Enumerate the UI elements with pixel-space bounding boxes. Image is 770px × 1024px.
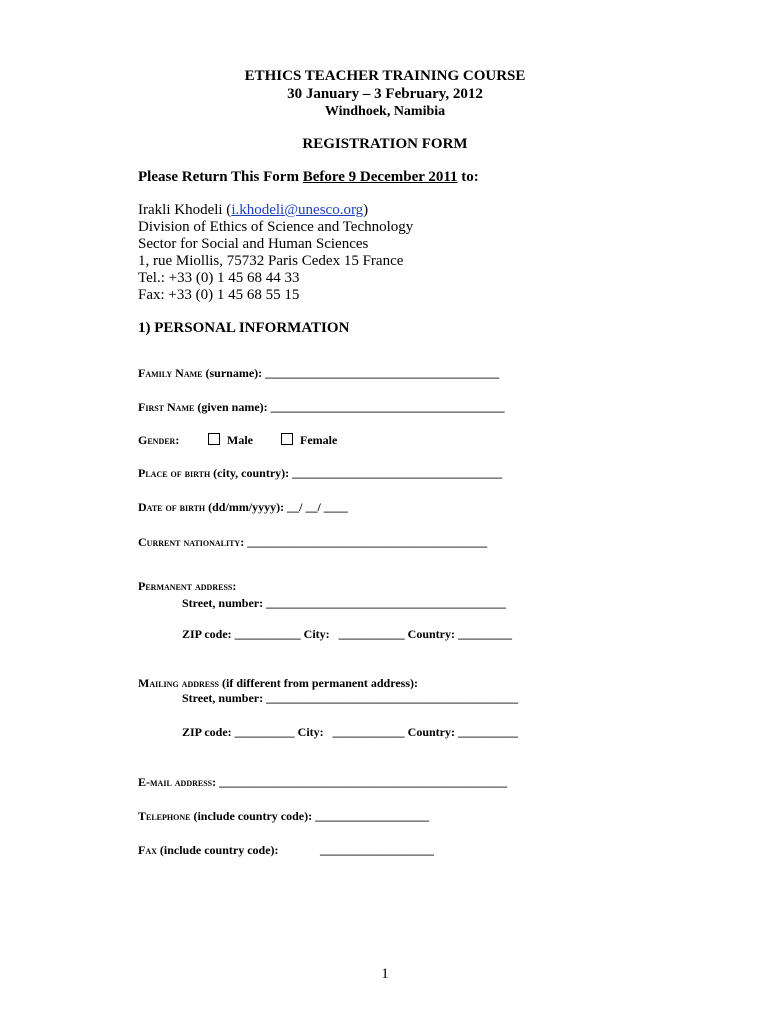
mailing-address-heading — [138, 676, 418, 691]
fax-hint: (include country code): — [156, 843, 279, 857]
permanent-street-label: Street, number: — [182, 596, 267, 610]
contact-name-close: ) — [363, 202, 369, 218]
female-label: Female — [300, 433, 338, 447]
mailing-street-field[interactable] — [182, 691, 518, 706]
male-label: Male — [227, 433, 253, 447]
contact-tel: Tel.: +33 (0) 1 45 68 44 33 — [138, 270, 300, 286]
family-name-label: Family Name — [138, 366, 203, 380]
permanent-zip-city-country-row — [182, 627, 512, 642]
place-of-birth-label: Place of birth — [138, 466, 211, 480]
email-field[interactable] — [138, 775, 507, 790]
telephone-blank[interactable]: ___________________ — [315, 809, 430, 823]
contact-address: 1, rue Miollis, 75732 Paris Cedex 15 France — [138, 253, 404, 269]
family-name-hint: (surname): — [202, 366, 266, 380]
fax-blank[interactable]: ___________________ — [320, 843, 434, 857]
contact-email-link[interactable]: i.khodeli@unesco.org — [231, 202, 364, 218]
first-name-blank[interactable]: _______________________________________ — [270, 400, 505, 414]
mailing-city-blank[interactable]: ____________ — [332, 725, 405, 739]
date-of-birth-blank[interactable]: __/ __/ ____ — [287, 500, 348, 514]
mailing-city-label: City: — [294, 725, 327, 739]
mailing-country-label: Country: — [404, 725, 459, 739]
mailing-street-blank[interactable]: __________________________________________ — [266, 691, 519, 705]
nationality-field[interactable] — [138, 535, 487, 550]
permanent-country-blank[interactable]: _________ — [458, 627, 513, 641]
place-of-birth-blank[interactable]: ___________________________________ — [292, 466, 503, 480]
telephone-field[interactable] — [138, 809, 429, 824]
telephone-label: Telephone — [138, 809, 191, 823]
contact-fax: Fax: +33 (0) 1 45 68 55 15 — [138, 287, 300, 303]
mailing-country-blank[interactable]: __________ — [458, 725, 519, 739]
gender-male-option[interactable] — [208, 433, 253, 448]
permanent-city-label: City: — [300, 627, 333, 641]
course-title: ETHICS TEACHER TRAINING COURSE — [244, 68, 526, 84]
mailing-zip-blank[interactable]: __________ — [234, 725, 295, 739]
mailing-street-label: Street, number: — [182, 691, 267, 705]
permanent-zip-blank[interactable]: ___________ — [234, 627, 301, 641]
permanent-city-blank[interactable]: ___________ — [338, 627, 405, 641]
place-of-birth-hint: (city, country): — [210, 466, 293, 480]
contact-name — [138, 202, 368, 219]
female-checkbox[interactable] — [281, 433, 293, 445]
first-name-hint: (given name): — [194, 400, 271, 414]
contact-sector: Sector for Social and Human Sciences — [138, 236, 369, 252]
male-checkbox[interactable] — [208, 433, 220, 445]
nationality-blank[interactable]: ________________________________________ — [244, 535, 488, 549]
permanent-address-label: Permanent address: — [138, 579, 237, 593]
mailing-address-hint: (if different from permanent address): — [219, 676, 418, 690]
date-of-birth-field[interactable] — [138, 500, 348, 515]
first-name-field[interactable] — [138, 400, 505, 415]
family-name-field[interactable] — [138, 366, 499, 381]
contact-name-text: Irakli Khodeli ( — [138, 202, 232, 218]
return-prefix: Please Return This Form — [138, 169, 303, 185]
telephone-hint: (include country code): — [190, 809, 316, 823]
fax-label: Fax — [138, 843, 157, 857]
course-dates: 30 January – 3 February, 2012 — [287, 86, 483, 102]
gender-female-option[interactable] — [281, 433, 337, 448]
section-personal-information: 1) PERSONAL INFORMATION — [138, 320, 350, 336]
return-deadline: Before 9 December 2011 — [302, 169, 458, 185]
family-name-blank[interactable]: _______________________________________ — [265, 366, 500, 380]
mailing-zip-city-country-row — [182, 725, 518, 740]
page-number: 1 — [381, 966, 389, 982]
mailing-zip-label: ZIP code: — [182, 725, 235, 739]
course-location: Windhoek, Namibia — [324, 104, 446, 119]
email-label: E-mail address: — [138, 775, 217, 789]
nationality-label: Current nationality: — [138, 535, 245, 549]
permanent-street-blank[interactable]: ________________________________________ — [266, 596, 507, 610]
form-title: REGISTRATION FORM — [302, 136, 468, 152]
email-blank[interactable]: ________________________________________________ — [216, 775, 508, 789]
date-of-birth-hint: (dd/mm/yyyy): — [205, 500, 288, 514]
place-of-birth-field[interactable] — [138, 466, 502, 481]
return-instructions — [138, 169, 479, 186]
date-of-birth-label: Date of birth — [138, 500, 206, 514]
contact-division: Division of Ethics of Science and Technology — [138, 219, 414, 235]
gender-label: Gender: — [138, 433, 180, 447]
permanent-country-label: Country: — [404, 627, 459, 641]
return-suffix: to: — [457, 169, 479, 185]
first-name-label: First Name — [138, 400, 195, 414]
mailing-address-label: Mailing address — [138, 676, 220, 690]
permanent-zip-label: ZIP code: — [182, 627, 235, 641]
permanent-street-field[interactable] — [182, 596, 506, 611]
fax-field — [138, 843, 279, 858]
